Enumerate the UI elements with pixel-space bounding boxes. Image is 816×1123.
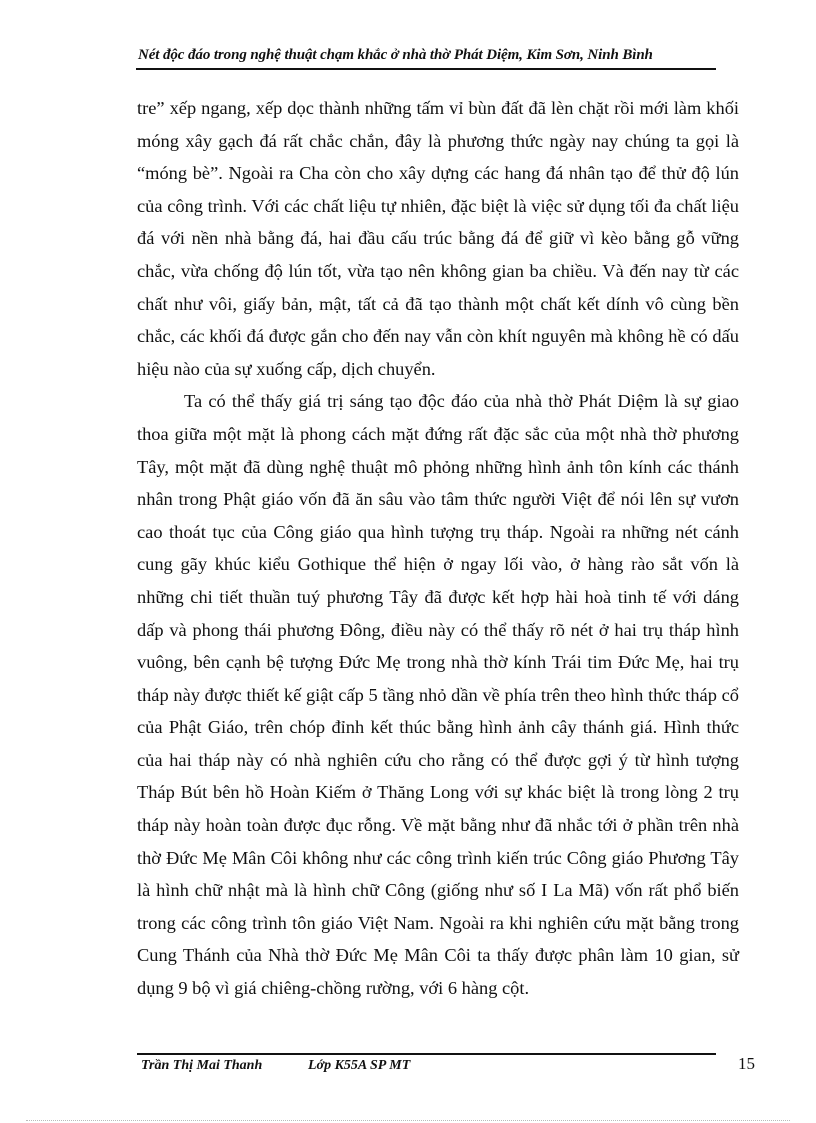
body-text — [137, 92, 739, 1005]
page-bottom-border — [26, 1120, 790, 1121]
footer-class: Lớp K55A SP MT — [308, 1058, 411, 1073]
footer-divider — [137, 1053, 716, 1055]
header-title: Nét độc đáo trong nghệ thuật chạm khắc ở nhà thờ Phát Diệm, Kim Sơn, Ninh Bình — [138, 47, 653, 63]
page-number: 15 — [738, 1054, 755, 1073]
paragraph-1: tre” xếp ngang, xếp dọc thành những tấm vỉ bùn đất đã lèn chặt rồi mới làm khối móng xây gạch đá rất chắc chắn, đây là phương thức ngày nay chúng ta gọi là “móng bè”. Ngoài ra Cha còn cho xây dựng các hang đá nhân tạo để thử độ lún của công trình. Với các chất liệu tự nhiên, đặc biệt là việc sử dụng tối đa chất liệu đá với nền nhà bằng đá, hai đầu cấu trúc bằng đá để giữ vì kèo bằng gỗ vững chắc, vừa chống độ lún tốt, vừa tạo nên không gian ba chiều. Và đến nay từ các chất như vôi, giấy bản, mật, tất cả đã tạo thành một chất kết dính vô cùng bền chắc, các khối đá được gắn cho đến nay vẫn còn khít nguyên mà không hề có dấu hiệu nào của sự xuống cấp, dịch chuyển. — [137, 98, 739, 379]
footer-author: Trần Thị Mai Thanh — [141, 1058, 263, 1073]
paragraph-2: Ta có thể thấy giá trị sáng tạo độc đáo của nhà thờ Phát Diệm là sự giao thoa giữa một mặt là phong cách mặt đứng rất đặc sắc của một nhà thờ phương Tây, một mặt đã dùng nghệ thuật mô phỏng những hình ảnh tôn kính các thánh nhân trong Phật giáo vốn đã ăn sâu vào tâm thức người Việt để nói lên sự vươn cao thoát tục của Công giáo qua hình tượng trụ tháp. Ngoài ra những nét cánh cung gãy khúc kiểu Gothique thể hiện ở ngay lối vào, ở hàng rào sắt vốn là những chi tiết thuần tuý phương Tây đã được kết hợp hài hoà tinh tế với dáng dấp và phong thái phương Đông, điều này có thể thấy rõ nét ở hai trụ tháp hình vuông, bên cạnh bệ tượng Đức Mẹ trong nhà thờ kính Trái tim Đức Mẹ, hai trụ tháp này được thiết kế giật cấp 5 tầng nhỏ dần về phía trên theo hình thức tháp cổ của Phật Giáo, trên chóp đỉnh kết thúc bằng hình ảnh cây thánh giá. Hình thức của hai tháp này có nhà nghiên cứu cho rằng có thể được gợi ý từ hình tượng Tháp Bút bên hồ Hoàn Kiếm ở Thăng Long với sự khác biệt là trong lòng 2 trụ tháp này hoàn toàn được đục rỗng. Về mặt bằng như đã nhắc tới ở phần trên nhà thờ Đức Mẹ Mân Côi không như các công trình kiến trúc Công giáo Phương Tây là hình chữ nhật mà là hình chữ Công (giống như số I La Mã) vốn rất phổ biến trong các công trình tôn giáo Việt Nam. Ngoài ra khi nghiên cứu mặt bằng trong Cung Thánh của Nhà thờ Đức Mẹ Mân Côi ta thấy được phân làm 10 gian, sử dụng 9 bộ vì giá chiêng-chồng rường, với 6 hàng cột. — [137, 391, 739, 999]
page-header — [136, 44, 716, 70]
